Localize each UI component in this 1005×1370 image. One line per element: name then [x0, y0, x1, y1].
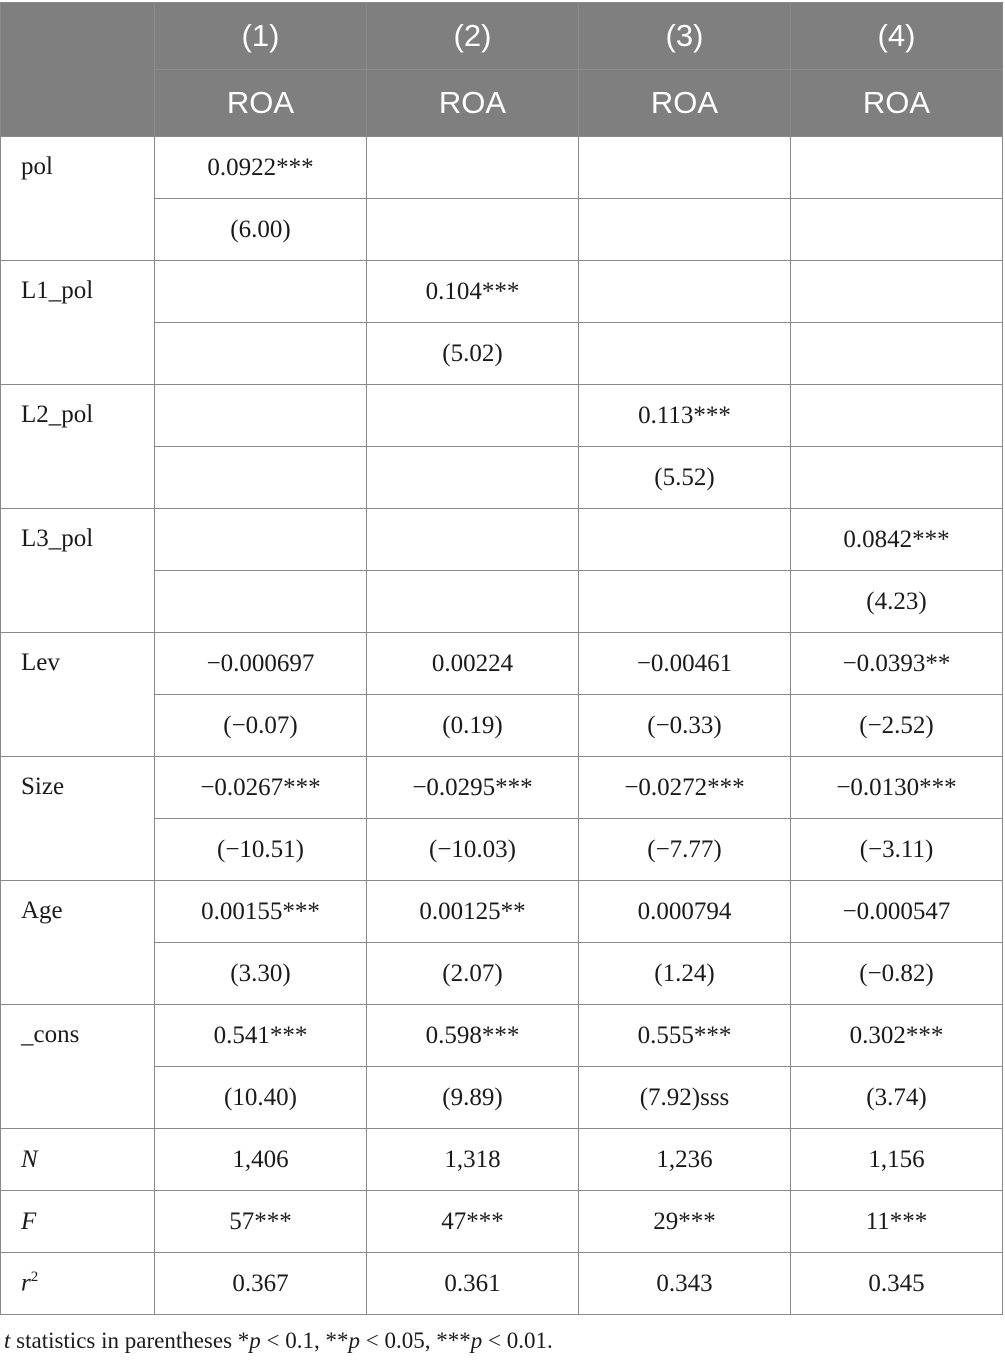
coef-cell — [155, 509, 367, 571]
coef-cell: −0.0393** — [791, 633, 1003, 695]
header-dep-var: ROA — [791, 70, 1003, 137]
coef-cell — [155, 261, 367, 323]
note-text: < 0.1, ** — [260, 1328, 349, 1353]
coef-cell — [367, 137, 579, 199]
coef-cell: −0.000547 — [791, 881, 1003, 943]
tstat-cell — [579, 571, 791, 633]
coef-cell: −0.00461 — [579, 633, 791, 695]
coef-cell — [367, 385, 579, 447]
tstat-cell: (−7.77) — [579, 819, 791, 881]
tstat-cell: (6.00) — [155, 199, 367, 261]
tstat-cell: (−10.51) — [155, 819, 367, 881]
coef-cell: −0.0295*** — [367, 757, 579, 819]
coef-cell: −0.000697 — [155, 633, 367, 695]
coef-cell: 0.598*** — [367, 1005, 579, 1067]
tstat-cell: (−3.11) — [791, 819, 1003, 881]
header-dep-var: ROA — [579, 70, 791, 137]
stat-cell: 0.343 — [579, 1253, 791, 1315]
tstat-cell: (−10.03) — [367, 819, 579, 881]
stat-cell: 57*** — [155, 1191, 367, 1253]
note-p: p — [348, 1328, 361, 1353]
coef-cell: −0.0130*** — [791, 757, 1003, 819]
coef-cell: 0.113*** — [579, 385, 791, 447]
tstat-cell — [155, 323, 367, 385]
coef-cell: 0.104*** — [367, 261, 579, 323]
header-model-number: (2) — [367, 3, 579, 70]
tstat-cell: (−0.33) — [579, 695, 791, 757]
table-row-coef — [1, 509, 1003, 571]
coef-cell: 0.00224 — [367, 633, 579, 695]
table-row-coef — [1, 881, 1003, 943]
tstat-cell — [579, 199, 791, 261]
stat-cell: 29*** — [579, 1191, 791, 1253]
tstat-cell: (−0.82) — [791, 943, 1003, 1005]
tstat-cell: (5.02) — [367, 323, 579, 385]
table-row-coef — [1, 137, 1003, 199]
variable-label: L1_pol — [1, 261, 155, 385]
variable-label: Age — [1, 881, 155, 1005]
header-dep-var: ROA — [155, 70, 367, 137]
variable-label: L3_pol — [1, 509, 155, 633]
header-dep-var: ROA — [367, 70, 579, 137]
coef-cell: 0.541*** — [155, 1005, 367, 1067]
coef-cell: 0.00155*** — [155, 881, 367, 943]
coef-cell: 0.302*** — [791, 1005, 1003, 1067]
coef-cell: −0.0267*** — [155, 757, 367, 819]
variable-label: L2_pol — [1, 385, 155, 509]
tstat-cell: (5.52) — [579, 447, 791, 509]
coef-cell — [155, 385, 367, 447]
tstat-cell — [367, 571, 579, 633]
tstat-cell: (4.23) — [791, 571, 1003, 633]
table-row-coef — [1, 633, 1003, 695]
header-model-number: (1) — [155, 3, 367, 70]
variable-label: _cons — [1, 1005, 155, 1129]
stat-cell: 0.345 — [791, 1253, 1003, 1315]
stat-cell: 0.361 — [367, 1253, 579, 1315]
tstat-cell — [367, 199, 579, 261]
stat-label-r2 — [1, 1253, 155, 1315]
header-model-number: (4) — [791, 3, 1003, 70]
tstat-cell: (2.07) — [367, 943, 579, 1005]
tstat-cell — [791, 199, 1003, 261]
table-row-stat — [1, 1253, 1003, 1315]
tstat-cell: (7.92)sss — [579, 1067, 791, 1129]
tstat-cell: (10.40) — [155, 1067, 367, 1129]
tstat-cell: (−2.52) — [791, 695, 1003, 757]
coef-cell: 0.555*** — [579, 1005, 791, 1067]
note-p: p — [249, 1328, 261, 1353]
tstat-cell: (0.19) — [367, 695, 579, 757]
note-text: statistics in parentheses * — [10, 1328, 250, 1353]
coef-cell — [791, 137, 1003, 199]
header-corner-cell — [1, 3, 155, 137]
stat-cell: 1,318 — [367, 1129, 579, 1191]
stat-cell: 47*** — [367, 1191, 579, 1253]
tstat-cell — [155, 447, 367, 509]
r-symbol: r — [21, 1269, 31, 1297]
stat-cell: 1,406 — [155, 1129, 367, 1191]
coef-cell — [791, 261, 1003, 323]
table-row-coef — [1, 757, 1003, 819]
table-row-coef — [1, 261, 1003, 323]
variable-label: Size — [1, 757, 155, 881]
r-squared-exponent: 2 — [30, 1269, 39, 1286]
coef-cell — [791, 385, 1003, 447]
stat-cell: 1,236 — [579, 1129, 791, 1191]
table-row-stat — [1, 1191, 1003, 1253]
tstat-cell: (1.24) — [579, 943, 791, 1005]
coef-cell — [579, 261, 791, 323]
table-row-coef — [1, 385, 1003, 447]
coef-cell: 0.00125** — [367, 881, 579, 943]
table-row-stat — [1, 1129, 1003, 1191]
table-footnote — [4, 1328, 553, 1354]
note-text: < 0.01. — [482, 1328, 553, 1353]
regression-table — [0, 2, 1003, 1315]
coef-cell: 0.000794 — [579, 881, 791, 943]
table-row-coef — [1, 1005, 1003, 1067]
variable-label: pol — [1, 137, 155, 261]
table-header — [1, 3, 1003, 137]
coef-cell — [579, 509, 791, 571]
coef-cell — [579, 137, 791, 199]
tstat-cell — [579, 323, 791, 385]
stat-cell: 1,156 — [791, 1129, 1003, 1191]
note-p: p — [470, 1328, 483, 1353]
tstat-cell — [367, 447, 579, 509]
table-body — [1, 137, 1003, 1315]
coef-cell: 0.0842*** — [791, 509, 1003, 571]
tstat-cell: (−0.07) — [155, 695, 367, 757]
tstat-cell — [155, 571, 367, 633]
note-text: < 0.05, *** — [360, 1328, 471, 1353]
note-t: t — [4, 1328, 11, 1353]
tstat-cell: (9.89) — [367, 1067, 579, 1129]
coef-cell: −0.0272*** — [579, 757, 791, 819]
header-row-model-numbers — [1, 3, 1003, 70]
header-model-number: (3) — [579, 3, 791, 70]
tstat-cell: (3.30) — [155, 943, 367, 1005]
tstat-cell — [791, 323, 1003, 385]
tstat-cell — [791, 447, 1003, 509]
tstat-cell: (3.74) — [791, 1067, 1003, 1129]
stat-label-f: F — [1, 1191, 155, 1253]
coef-cell: 0.0922*** — [155, 137, 367, 199]
variable-label: Lev — [1, 633, 155, 757]
stat-cell: 11*** — [791, 1191, 1003, 1253]
stat-cell: 0.367 — [155, 1253, 367, 1315]
coef-cell — [367, 509, 579, 571]
stat-label-n: N — [1, 1129, 155, 1191]
